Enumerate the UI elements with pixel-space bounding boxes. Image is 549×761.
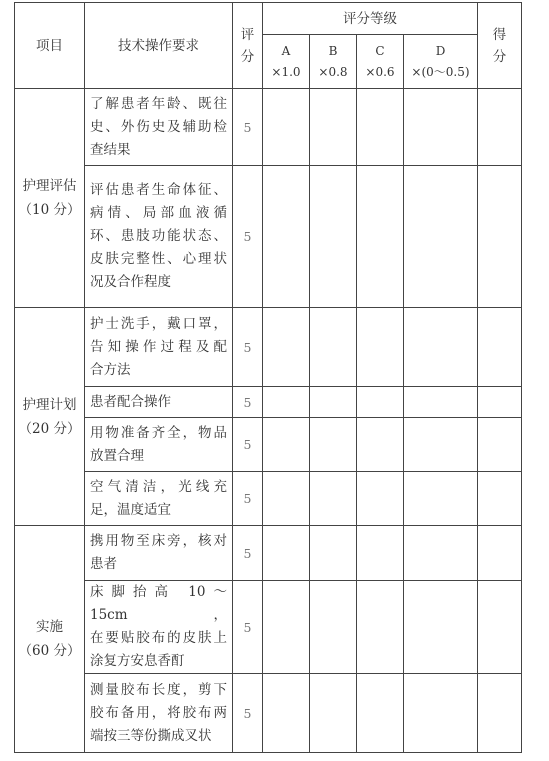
- grade-b-cell[interactable]: [310, 472, 357, 526]
- requirement-line: 况及合作程度: [90, 274, 171, 290]
- section-name: 护理评估: [22, 178, 77, 194]
- section-points: （10 分）: [18, 202, 81, 218]
- grade-b-cell[interactable]: [310, 387, 357, 418]
- score-cell: 5: [233, 418, 263, 472]
- grade-d-cell[interactable]: [404, 581, 478, 674]
- requirement-cell: [85, 387, 233, 418]
- requirement-line: 涂复方安息香酊: [90, 653, 185, 669]
- header-score-line1: 评: [240, 26, 255, 43]
- score-cell: 5: [233, 387, 263, 418]
- requirement-line: 患者: [90, 556, 117, 572]
- header-got-line2: 分: [492, 48, 507, 65]
- grade-a-letter: A: [281, 43, 291, 58]
- section-item-cell: [15, 89, 85, 308]
- requirement-cell: [85, 166, 233, 308]
- grade-b-cell[interactable]: [310, 166, 357, 308]
- requirement-line: 合方法: [90, 361, 131, 378]
- earned-score-cell[interactable]: [478, 581, 522, 674]
- requirement-cell: [85, 674, 233, 753]
- grade-a-cell[interactable]: [263, 674, 310, 753]
- grade-b-cell[interactable]: [310, 526, 357, 581]
- grade-a-cell[interactable]: [263, 526, 310, 581]
- score-cell: 5: [233, 581, 263, 674]
- earned-score-cell[interactable]: [478, 308, 522, 387]
- header-score: [233, 3, 263, 89]
- grade-c-factor: ×0.6: [365, 64, 395, 79]
- requirement-line: 胶布备用，将胶布两: [90, 704, 227, 721]
- table-row: [15, 472, 522, 526]
- earned-score-cell[interactable]: [478, 418, 522, 472]
- grade-c-cell[interactable]: [357, 418, 404, 472]
- grade-c-cell[interactable]: [357, 472, 404, 526]
- table-row: [15, 89, 522, 166]
- grade-c-cell[interactable]: [357, 387, 404, 418]
- table-row: [15, 674, 522, 753]
- score-cell: 5: [233, 674, 263, 753]
- requirement-line: 在要贴胶布的皮肤上: [90, 630, 227, 646]
- header-grade-a: [263, 35, 310, 89]
- header-requirement: 技术操作要求: [85, 3, 233, 89]
- grade-b-cell[interactable]: [310, 581, 357, 674]
- grade-a-cell[interactable]: [263, 581, 310, 674]
- earned-score-cell[interactable]: [478, 526, 522, 581]
- grade-d-cell[interactable]: [404, 166, 478, 308]
- grade-d-cell[interactable]: [404, 418, 478, 472]
- header-grade-d: [404, 35, 478, 89]
- grade-b-cell[interactable]: [310, 418, 357, 472]
- requirement-line: 皮肤完整性、心理状: [90, 251, 227, 267]
- earned-score-cell[interactable]: [478, 166, 522, 308]
- earned-score-cell[interactable]: [478, 674, 522, 753]
- requirement-cell: [85, 581, 233, 674]
- section-points: （60 分）: [18, 643, 81, 659]
- grade-c-cell[interactable]: [357, 166, 404, 308]
- grade-c-letter: C: [375, 43, 385, 58]
- section-points: （20 分）: [18, 420, 81, 437]
- requirement-cell: [85, 526, 233, 581]
- requirement-cell: [85, 89, 233, 166]
- grade-d-cell[interactable]: [404, 308, 478, 387]
- table-row: [15, 526, 522, 581]
- grade-a-cell[interactable]: [263, 166, 310, 308]
- grade-d-letter: D: [435, 43, 446, 58]
- requirement-line: 环、患肢功能状态、: [90, 228, 227, 244]
- grade-d-factor: ×(0～0.5): [411, 64, 470, 79]
- grade-c-cell[interactable]: [357, 674, 404, 753]
- requirement-line: 端按三等份撕成叉状: [90, 727, 212, 744]
- table-row: [15, 166, 522, 308]
- grade-c-cell[interactable]: [357, 89, 404, 166]
- header-grade-c: [357, 35, 404, 89]
- header-got: [478, 3, 522, 89]
- grade-a-cell[interactable]: [263, 472, 310, 526]
- grade-a-cell[interactable]: [263, 387, 310, 418]
- scoring-table: [14, 2, 522, 753]
- requirement-line: 患者配合操作: [90, 393, 171, 410]
- table-body: [15, 89, 522, 753]
- score-cell: 5: [233, 526, 263, 581]
- score-cell: 5: [233, 308, 263, 387]
- section-item-cell: [15, 308, 85, 526]
- requirement-line: 床脚抬高 10～15cm，: [90, 584, 227, 623]
- score-cell: 5: [233, 472, 263, 526]
- score-cell: 5: [233, 166, 263, 308]
- requirement-line: 空气清洁，光线充: [90, 478, 227, 495]
- grade-b-letter: B: [328, 43, 338, 58]
- requirement-line: 放置合理: [90, 447, 144, 464]
- grade-b-cell[interactable]: [310, 308, 357, 387]
- grade-c-cell[interactable]: [357, 308, 404, 387]
- header-item: 项目: [15, 3, 85, 89]
- requirement-line: 护士洗手，戴口罩，: [90, 315, 227, 332]
- section-item-cell: [15, 526, 85, 753]
- requirement-line: 足，温度适宜: [90, 501, 171, 518]
- requirement-line: 用物准备齐全，物品: [90, 424, 227, 441]
- header-grade-title: 评分等级: [263, 3, 478, 35]
- header-score-line2: 分: [240, 48, 255, 65]
- grade-d-cell[interactable]: [404, 472, 478, 526]
- score-cell: 5: [233, 89, 263, 166]
- header-grade-b: [310, 35, 357, 89]
- requirement-line: 病情、局部血液循: [90, 205, 227, 221]
- grade-d-cell[interactable]: [404, 89, 478, 166]
- grade-d-cell[interactable]: [404, 674, 478, 753]
- grade-a-cell[interactable]: [263, 89, 310, 166]
- table-row: [15, 581, 522, 674]
- table-row: [15, 387, 522, 418]
- grade-a-factor: ×1.0: [271, 64, 301, 79]
- header-got-line1: 得: [492, 26, 507, 43]
- table-row: [15, 308, 522, 387]
- requirement-cell: [85, 418, 233, 472]
- earned-score-cell[interactable]: [478, 387, 522, 418]
- requirement-line: 查结果: [90, 141, 131, 158]
- grade-c-cell[interactable]: [357, 581, 404, 674]
- grade-d-cell[interactable]: [404, 387, 478, 418]
- table-row: [15, 418, 522, 472]
- earned-score-cell[interactable]: [478, 472, 522, 526]
- grade-b-cell[interactable]: [310, 674, 357, 753]
- requirement-line: 史、外伤史及辅助检: [90, 118, 227, 135]
- requirement-line: 携用物至床旁，核对: [90, 533, 227, 549]
- grade-b-cell[interactable]: [310, 89, 357, 166]
- requirement-line: 告知操作过程及配: [90, 338, 227, 355]
- grade-a-cell[interactable]: [263, 418, 310, 472]
- requirement-line: 了解患者年龄、既往: [90, 95, 227, 112]
- grade-a-cell[interactable]: [263, 308, 310, 387]
- grade-b-factor: ×0.8: [318, 64, 348, 79]
- requirement-line: 测量胶布长度，剪下: [90, 681, 227, 698]
- requirement-cell: [85, 308, 233, 387]
- requirement-cell: [85, 472, 233, 526]
- requirement-line: 评估患者生命体征、: [90, 182, 227, 198]
- earned-score-cell[interactable]: [478, 89, 522, 166]
- grade-d-cell[interactable]: [404, 526, 478, 581]
- section-name: 实施: [36, 619, 63, 635]
- section-name: 护理计划: [22, 396, 77, 413]
- grade-c-cell[interactable]: [357, 526, 404, 581]
